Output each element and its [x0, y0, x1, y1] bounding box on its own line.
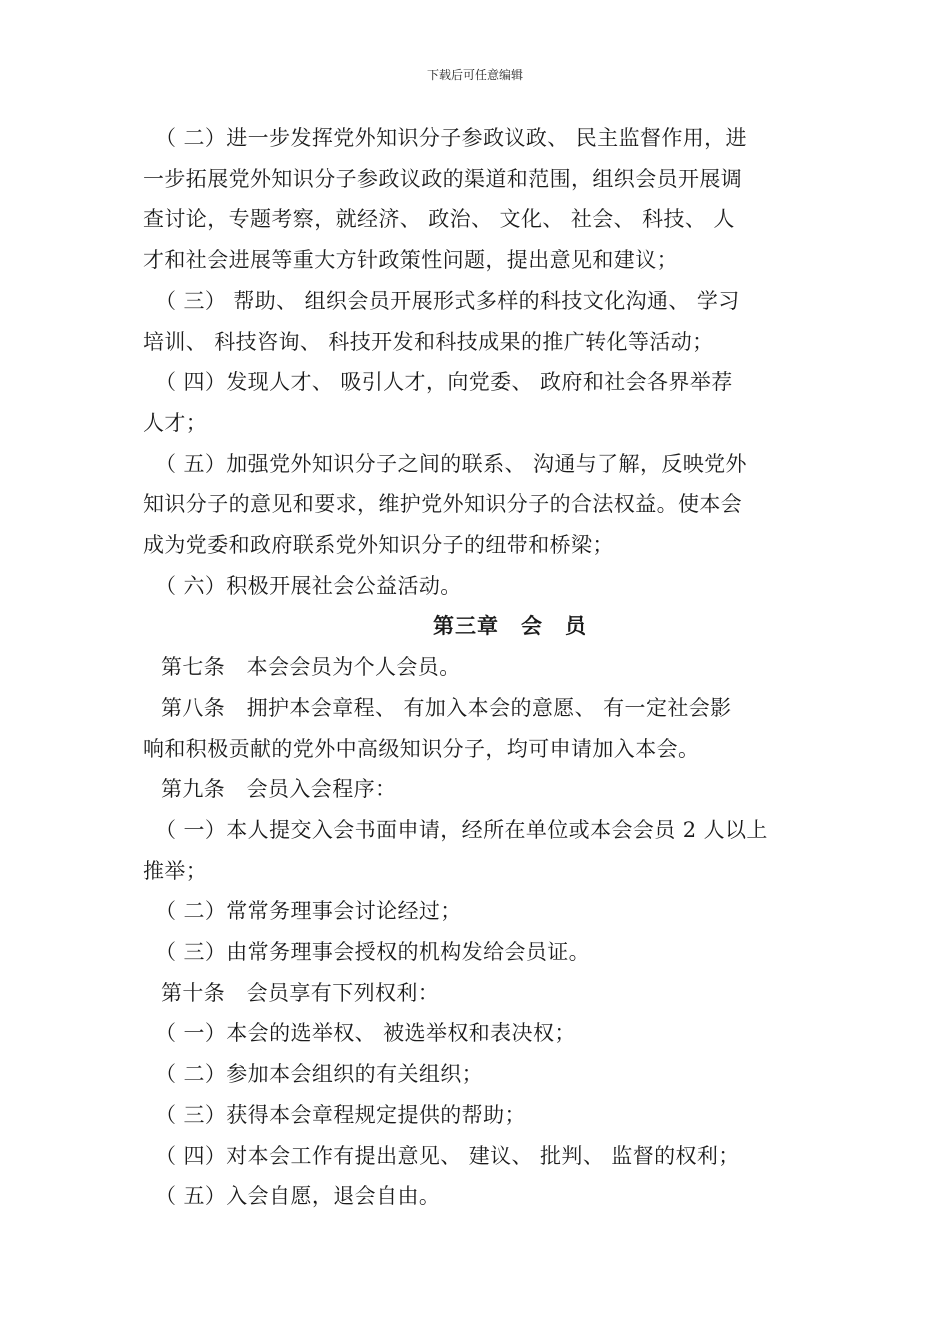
paragraph-line: 一步拓展党外知识分子参政议政的渠道和范围，组织会员开展调	[143, 166, 743, 191]
chapter-heading: 第三章 会 员	[433, 613, 587, 639]
paragraph-line: （ 四）对本会工作有提出意见、 建议、 批判、 监督的权利；	[155, 1143, 740, 1168]
page-header: 下载后可任意编辑	[426, 68, 523, 82]
paragraph-line: 知识分子的意见和要求，维护党外知识分子的合法权益。使本会	[143, 492, 743, 517]
paragraph-line: 成为党委和政府联系党外知识分子的纽带和桥梁；	[143, 533, 614, 558]
paragraph-line: 推举；	[143, 858, 208, 883]
document-body	[143, 118, 813, 1217]
paragraph-line: （ 五）加强党外知识分子之间的联系、 沟通与了解，反映党外	[155, 451, 747, 476]
paragraph-line: 人才；	[143, 410, 208, 435]
paragraph-line: （ 三）获得本会章程规定提供的帮助；	[155, 1102, 526, 1127]
paragraph-line: 查讨论，专题考察，就经济、 政治、 文化、 社会、 科技、 人	[143, 207, 735, 232]
paragraph-line: （ 二）常常务理事会讨论经过；	[155, 899, 462, 924]
article-line: 第八条 拥护本会章程、 有加入本会的意愿、 有一定社会影	[161, 695, 732, 720]
paragraph-line: （ 二）进一步发挥党外知识分子参政议政、 民主监督作用，进	[155, 126, 747, 150]
paragraph-line: （ 二）参加本会组织的有关组织；	[155, 1062, 484, 1087]
paragraph-line: 才和社会进展等重大方针政策性问题，提出意见和建议；	[143, 248, 678, 273]
paragraph-line: （ 三）由常务理事会授权的机构发给会员证。	[155, 940, 591, 965]
paragraph-line: （ 四）发现人才、 吸引人才，向党委、 政府和社会各界举荐	[155, 370, 733, 395]
paragraph-line: （ 五）入会自愿，退会自由。	[155, 1184, 441, 1209]
paragraph-line: （ 一）本人提交入会书面申请，经所在单位或本会会员 2 人以上	[155, 817, 768, 842]
paragraph-line: 响和积极贡献的党外中高级知识分子，均可申请加入本会。	[143, 736, 700, 761]
paragraph-line: 培训、 科技咨询、 科技开发和科技成果的推广转化等活动；	[143, 329, 714, 354]
paragraph-line: （ 六）积极开展社会公益活动。	[155, 573, 462, 598]
paragraph-line: （ 三） 帮助、 组织会员开展形式多样的科技文化沟通、 学习	[155, 288, 740, 313]
article-line: 第七条 本会会员为个人会员。	[161, 655, 461, 680]
paragraph-line: （ 一）本会的选举权、 被选举权和表决权；	[155, 1021, 576, 1046]
article-line: 第十条 会员享有下列权利：	[161, 980, 440, 1005]
article-line: 第九条 会员入会程序：	[161, 777, 397, 802]
